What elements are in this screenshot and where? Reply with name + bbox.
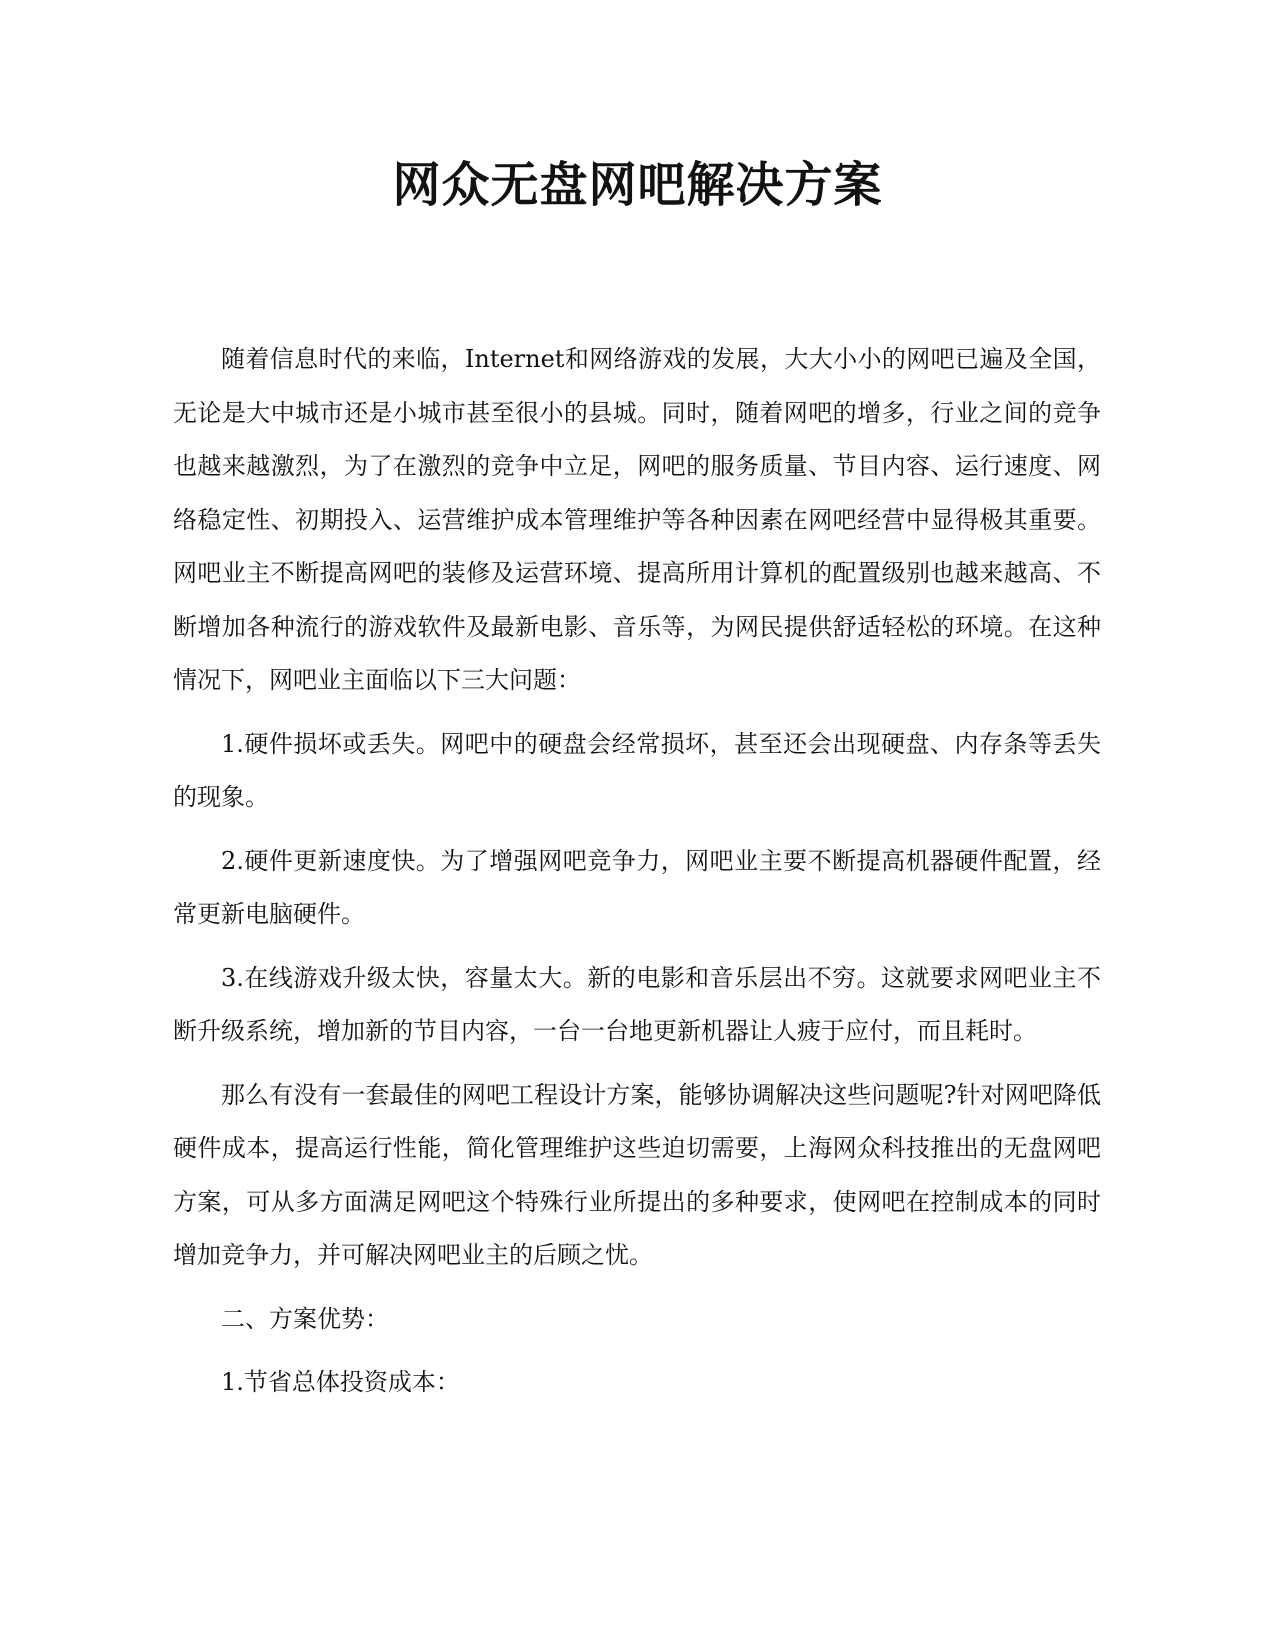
- subsection-heading-cost: 1.节省总体投资成本：: [221, 1368, 460, 1396]
- document-title: 网众无盘网吧解决方案: [392, 157, 883, 213]
- section-heading-advantages: 二、方案优势：: [221, 1304, 389, 1333]
- paragraph-problem-2: 2.硬件更新速度快。为了增强网吧竞争力，网吧业主要不断提高机器硬件配置，经常更新电脑硬件。: [173, 846, 1101, 928]
- paragraph-problem-3: 3.在线游戏升级太快，容量太大。新的电影和音乐层出不穷。这就要求网吧业主不断升级系统，增加新的节目内容，一台一台地更新机器让人疲于应付，而且耗时。: [173, 963, 1101, 1045]
- paragraph-intro: 随着信息时代的来临，Internet和网络游戏的发展，大大小小的网吧已遍及全国，无论是大中城市还是小城市甚至很小的县城。同时，随着网吧的增多，行业之间的竞争也越来越激烈，为了在激烈的竞争中立足，网吧的服务质量、节目内容、运行速度、网络稳定性、初期投入、运营维护成本管理维护等各种因素在网吧经营中显得极其重要。网吧业主不断提高网吧的装修及运营环境、提高所用计算机的配置级别也越来越高、不断增加各种流行的游戏软件及最新电影、音乐等，为网民提供舒适轻松的环境。在这种情况下，网吧业主面临以下三大问题：: [173, 345, 1101, 694]
- document-body: [173, 333, 1101, 1420]
- paragraph-solution: 那么有没有一套最佳的网吧工程设计方案，能够协调解决这些问题呢?针对网吧降低硬件成本，提高运行性能，简化管理维护这些迫切需要，上海网众科技推出的无盘网吧方案，可从多方面满足网吧这个特殊行业所提出的多种要求，使网吧在控制成本的同时增加竞争力，并可解决网吧业主的后顾之忧。: [173, 1080, 1101, 1269]
- paragraph-problem-1: 1.硬件损坏或丢失。网吧中的硬盘会经常损坏，甚至还会出现硬盘、内存条等丢失的现象。: [173, 729, 1101, 811]
